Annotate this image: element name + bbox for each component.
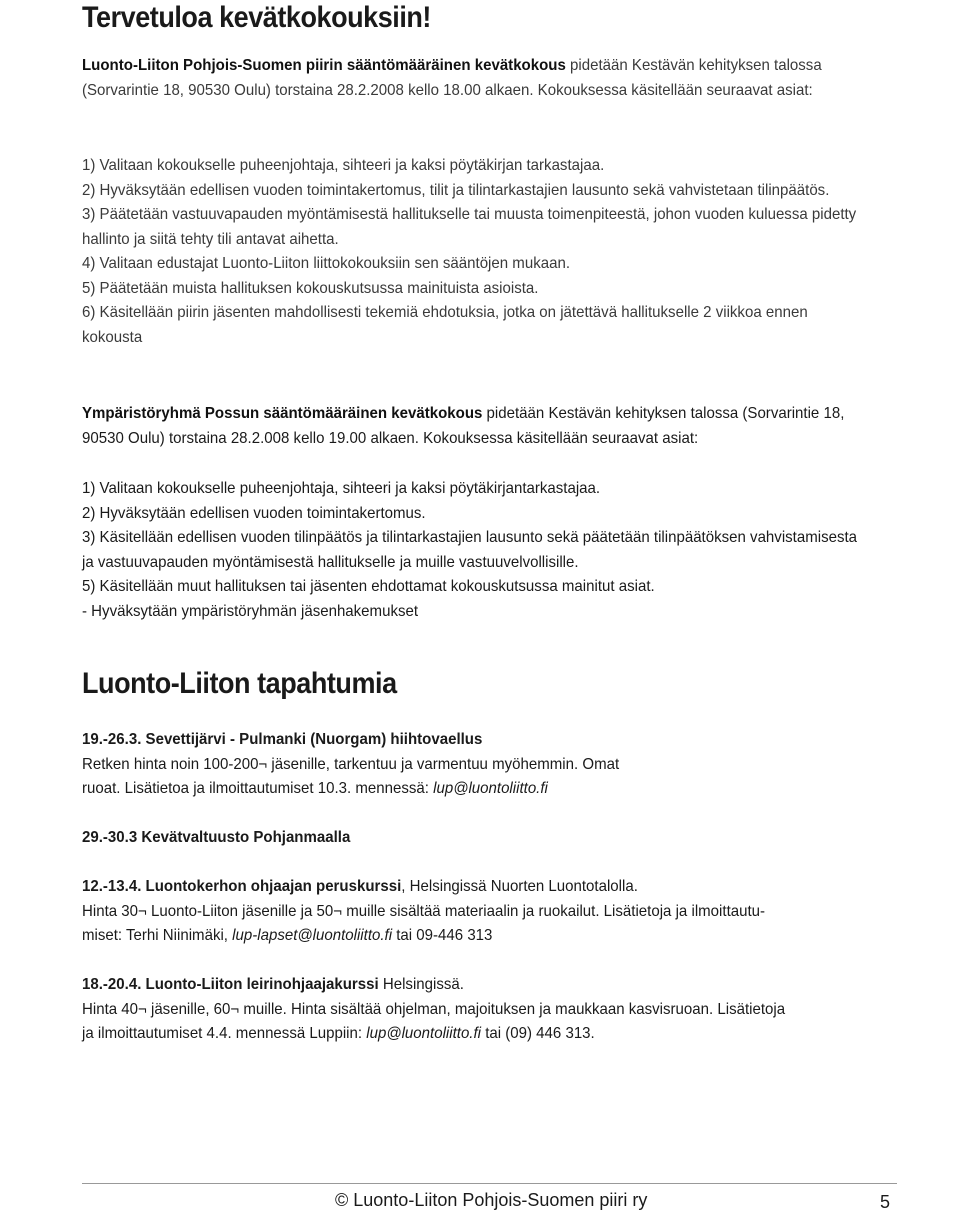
event-3 bbox=[82, 875, 834, 949]
footer-divider bbox=[82, 1183, 897, 1184]
agenda-item: 5) Käsitellään muut hallituksen tai jäsenten ehdottamat kokouskutsussa mainitut asiat. bbox=[82, 578, 655, 595]
page-title: Tervetuloa kevätkokouksiin! bbox=[82, 1, 431, 34]
email-link[interactable]: lup@luontoliitto.fi bbox=[433, 780, 548, 797]
event-heading-bold: 19.-26.3. Sevettijärvi - Pulmanki (Nuorgam) hiihtovaellus bbox=[82, 731, 483, 748]
agenda-item: 5) Päätetään muista hallituksen kokouskutsussa mainituista asioista. bbox=[82, 279, 539, 297]
event-heading-bold: 18.-20.4. Luonto-Liiton leirinohjaajakurssi bbox=[82, 976, 379, 993]
page-number: 5 bbox=[880, 1192, 891, 1212]
event-heading bbox=[82, 826, 834, 851]
event-line bbox=[82, 1022, 834, 1047]
event-line-text: miset: Terhi Niinimäki, bbox=[82, 927, 233, 944]
event-line bbox=[82, 924, 834, 949]
agenda-item: 6) Käsitellään piirin jäsenten mahdollisesti tekemiä ehdotuksia, jotka on jätettävä hallitukselle 2 viikkoa ennen kokousta bbox=[82, 304, 808, 346]
event-heading-text: , Helsingissä Nuorten Luontotalolla. bbox=[401, 878, 638, 895]
event-line-text: ja ilmoittautumiset 4.4. mennessä Luppiin: bbox=[82, 1025, 367, 1042]
event-4 bbox=[82, 973, 834, 1047]
agenda-item: 4) Valitaan edustajat Luonto-Liiton liittokokouksiin sen sääntöjen mukaan. bbox=[82, 255, 570, 272]
meeting-2-intro bbox=[82, 402, 872, 451]
agenda-item: 2) Hyväksytään edellisen vuoden toimintakertomus, tilit ja tilintarkastajien lausunto sekä vahvistetaan tilinpäätös. bbox=[82, 181, 830, 199]
meeting-1-section bbox=[82, 54, 872, 103]
event-heading-bold: 29.-30.3 Kevätvaltuusto Pohjanmaalla bbox=[82, 829, 351, 846]
meeting-2-agenda bbox=[82, 477, 872, 624]
event-line: Retken hinta noin 100-200¬ jäsenille, tarkentuu ja varmentuu myöhemmin. Omat bbox=[82, 755, 620, 773]
event-heading bbox=[82, 973, 834, 998]
meeting-1-intro bbox=[82, 54, 872, 103]
agenda-item: 3) Päätetään vastuuvapauden myöntämisestä hallitukselle tai muusta toimenpiteestä, johon vuoden kuluessa pidetty hallinto ja siitä tehty tili antavat aihetta. bbox=[82, 206, 857, 248]
agenda-item: 1) Valitaan kokoukselle puheenjohtaja, sihteeri ja kaksi pöytäkirjan tarkastajaa. bbox=[82, 157, 605, 174]
agenda-item: 3) Käsitellään edellisen vuoden tilinpäätös ja tilintarkastajien lausunto sekä päätetään tilinpäätöksen vahvistamisesta ja vastuuvapauden myöntämisestä hallitukselle ja muille vastuuvelvollisille. bbox=[82, 529, 858, 571]
meeting-1-intro-text: pidetään Kestävän kehityksen talossa (Sorvarintie 18, 90530 Oulu) torstaina 28.2.2008 kello 18.00 alkaen. Kokouksessa käsitellään seuraavat asiat: bbox=[82, 57, 822, 99]
email-link[interactable]: lup-lapset@luontoliitto.fi bbox=[232, 927, 393, 944]
agenda-item: 2) Hyväksytään edellisen vuoden toimintakertomus. bbox=[82, 504, 426, 522]
event-line bbox=[82, 777, 834, 802]
meeting-2-intro-text: pidetään Kestävän kehityksen talossa (Sorvarintie 18, 90530 Oulu) torstaina 28.2.008 kello 19.00 alkaen. Kokouksessa käsitellään seuraavat asiat: bbox=[82, 405, 845, 447]
event-line: Hinta 30¬ Luonto-Liiton jäsenille ja 50¬ muille sisältää materiaalin ja ruokailut. Lisätietoja ja ilmoittautu- bbox=[82, 902, 766, 920]
meeting-2-intro-bold: Ympäristöryhmä Possun sääntömääräinen kevätkokous bbox=[82, 405, 483, 422]
meeting-2-section bbox=[82, 402, 872, 451]
meeting-1-agenda bbox=[82, 154, 872, 350]
event-line: Hinta 40¬ jäsenille, 60¬ muille. Hinta sisältää ohjelman, majoituksen ja maukkaan kasvisruoan. Lisätietoja bbox=[82, 1000, 786, 1018]
event-heading-bold: 12.-13.4. Luontokerhon ohjaajan peruskurssi bbox=[82, 878, 402, 895]
email-link[interactable]: lup@luontoliitto.fi bbox=[366, 1025, 482, 1042]
footer-copyright: © Luonto-Liiton Pohjois-Suomen piiri ry bbox=[335, 1190, 648, 1210]
meeting-1-intro-bold: Luonto-Liiton Pohjois-Suomen piirin sääntömääräinen kevätkokous bbox=[82, 57, 566, 74]
event-line-text: ruoat. Lisätietoa ja ilmoittautumiset 10.3. mennessä: bbox=[82, 780, 434, 797]
agenda-item: 1) Valitaan kokoukselle puheenjohtaja, sihteeri ja kaksi pöytäkirjantarkastajaa. bbox=[82, 480, 601, 497]
event-heading bbox=[82, 875, 834, 900]
event-heading bbox=[82, 728, 834, 753]
event-heading-text: Helsingissä. bbox=[378, 976, 464, 993]
events-title: Luonto-Liiton tapahtumia bbox=[82, 667, 397, 700]
event-1 bbox=[82, 728, 834, 802]
event-line-tail: tai 09-446 313 bbox=[392, 927, 493, 944]
agenda-item: - Hyväksytään ympäristöryhmän jäsenhakemukset bbox=[82, 602, 419, 620]
event-line-tail: tai (09) 446 313. bbox=[481, 1025, 595, 1042]
event-2 bbox=[82, 826, 834, 851]
